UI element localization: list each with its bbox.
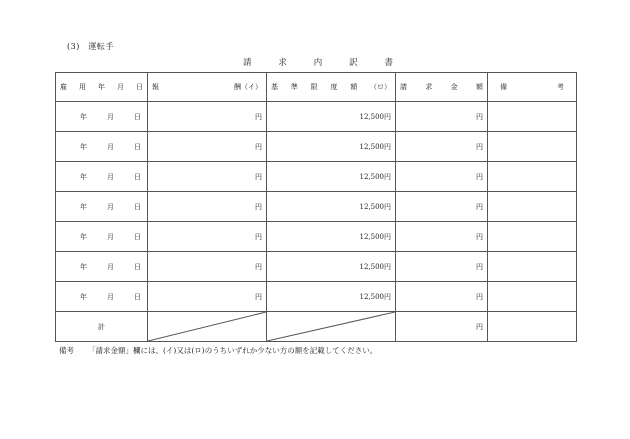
claim-amount-cell[interactable]: [396, 252, 488, 282]
employment-date-cell[interactable]: [56, 162, 148, 192]
header-claim-amount: [396, 73, 488, 102]
reward-cell[interactable]: [148, 222, 267, 252]
header-char: 報: [152, 83, 159, 91]
reward-cell[interactable]: [148, 162, 267, 192]
base-limit-cell: [267, 132, 396, 162]
total-reward-cell: [148, 312, 267, 342]
header-base-limit: [267, 73, 396, 102]
base-limit-value: 12,500円: [359, 292, 391, 301]
remarks-cell[interactable]: [488, 282, 577, 312]
header-char: 備: [500, 83, 507, 91]
year-label: 年: [80, 172, 87, 181]
header-char: 準: [290, 83, 298, 91]
header-char: 額: [475, 83, 483, 91]
total-base-cell: [267, 312, 396, 342]
employment-date-cell[interactable]: [56, 252, 148, 282]
total-remarks-cell[interactable]: [488, 312, 577, 342]
table-row: [56, 102, 577, 132]
note-text: 「請求金額」欄には、(イ)又は(ロ)のうちいずれか少ない方の額を記載してください。: [88, 346, 378, 355]
base-limit-cell: [267, 162, 396, 192]
header-char: 酬（イ）: [234, 83, 262, 91]
yen-unit: 円: [255, 262, 262, 271]
section-title: (3) 運転手: [67, 42, 114, 51]
claim-amount-cell[interactable]: [396, 192, 488, 222]
claim-amount-cell[interactable]: [396, 132, 488, 162]
day-label: 日: [134, 172, 141, 181]
claim-breakdown-table: [55, 72, 577, 342]
total-label: 計: [98, 322, 105, 331]
yen-unit: 円: [255, 142, 262, 151]
reward-cell[interactable]: [148, 102, 267, 132]
yen-unit: 円: [255, 232, 262, 241]
month-label: 月: [107, 142, 114, 151]
yen-unit: 円: [476, 172, 483, 181]
employment-date-cell[interactable]: [56, 132, 148, 162]
remarks-cell[interactable]: [488, 252, 577, 282]
header-char: 金: [450, 83, 458, 91]
diagonal-strike: [267, 312, 395, 341]
header-row: [56, 73, 577, 102]
year-label: 年: [80, 142, 87, 151]
month-label: 月: [107, 262, 114, 271]
title-char: 内: [313, 58, 323, 68]
month-label: 月: [107, 112, 114, 121]
yen-unit: 円: [255, 112, 262, 121]
header-char: 額: [350, 83, 358, 91]
base-limit-value: 12,500円: [359, 142, 391, 151]
yen-unit: 円: [255, 172, 262, 181]
claim-amount-cell[interactable]: [396, 222, 488, 252]
base-limit-value: 12,500円: [359, 232, 391, 241]
remarks-cell[interactable]: [488, 192, 577, 222]
header-char: （ロ）: [369, 83, 391, 91]
employment-date-cell[interactable]: [56, 102, 148, 132]
total-claim-cell[interactable]: [396, 312, 488, 342]
day-label: 日: [134, 232, 141, 241]
note: [59, 345, 377, 356]
title-char: 求: [278, 58, 287, 68]
month-label: 月: [107, 202, 114, 211]
table-row: [56, 222, 577, 252]
header-char: 年: [98, 83, 105, 91]
header-remarks: [488, 73, 577, 102]
yen-unit: 円: [255, 202, 262, 211]
year-label: 年: [80, 202, 87, 211]
base-limit-value: 12,500円: [359, 262, 391, 271]
yen-unit: 円: [476, 262, 483, 271]
year-label: 年: [80, 232, 87, 241]
month-label: 月: [107, 292, 114, 301]
base-limit-cell: [267, 192, 396, 222]
claim-amount-cell[interactable]: [396, 102, 488, 132]
remarks-cell[interactable]: [488, 132, 577, 162]
header-char: 請: [400, 83, 407, 91]
day-label: 日: [134, 142, 141, 151]
base-limit-value: 12,500円: [359, 202, 391, 211]
yen-unit: 円: [255, 292, 262, 301]
remarks-cell[interactable]: [488, 102, 577, 132]
reward-cell[interactable]: [148, 252, 267, 282]
employment-date-cell[interactable]: [56, 222, 148, 252]
yen-unit: 円: [476, 292, 483, 301]
header-char: 限: [310, 83, 318, 91]
diagonal-strike: [148, 312, 266, 341]
base-limit-value: 12,500円: [359, 172, 391, 181]
base-limit-value: 12,500円: [359, 112, 391, 121]
base-limit-cell: [267, 222, 396, 252]
table-row: [56, 132, 577, 162]
total-label-cell: [56, 312, 148, 342]
header-char: 求: [425, 83, 433, 91]
yen-unit: 円: [476, 142, 483, 151]
header-char: 雇: [60, 83, 67, 91]
remarks-cell[interactable]: [488, 162, 577, 192]
base-limit-cell: [267, 102, 396, 132]
yen-unit: 円: [476, 202, 483, 211]
header-char: 度: [330, 83, 338, 91]
title-char: 訳: [349, 58, 358, 68]
title-char: 書: [384, 58, 393, 68]
day-label: 日: [134, 112, 141, 121]
yen-unit: 円: [476, 322, 483, 331]
header-char: 日: [136, 83, 143, 91]
yen-unit: 円: [476, 232, 483, 241]
reward-cell[interactable]: [148, 282, 267, 312]
header-char: 用: [79, 83, 86, 91]
day-label: 日: [134, 262, 141, 271]
employment-date-cell[interactable]: [56, 192, 148, 222]
reward-cell[interactable]: [148, 132, 267, 162]
year-label: 年: [80, 112, 87, 121]
total-row: [56, 312, 577, 342]
table-row: [56, 252, 577, 282]
header-char: 月: [117, 83, 124, 91]
day-label: 日: [134, 292, 141, 301]
day-label: 日: [134, 202, 141, 211]
yen-unit: 円: [476, 112, 483, 121]
document-title: [243, 56, 393, 68]
table-row: [56, 282, 577, 312]
year-label: 年: [80, 262, 87, 271]
claim-amount-cell[interactable]: [396, 162, 488, 192]
header-char: 基: [271, 83, 278, 91]
month-label: 月: [107, 172, 114, 181]
remarks-cell[interactable]: [488, 222, 577, 252]
title-char: 請: [243, 58, 252, 68]
header-employment-date: [56, 73, 148, 102]
base-limit-cell: [267, 282, 396, 312]
table-row: [56, 162, 577, 192]
note-label: 備考: [59, 346, 74, 355]
month-label: 月: [107, 232, 114, 241]
header-reward: [148, 73, 267, 102]
table-row: [56, 192, 577, 222]
year-label: 年: [80, 292, 87, 301]
employment-date-cell[interactable]: [56, 282, 148, 312]
reward-cell[interactable]: [148, 192, 267, 222]
claim-amount-cell[interactable]: [396, 282, 488, 312]
header-char: 考: [557, 83, 564, 91]
base-limit-cell: [267, 252, 396, 282]
